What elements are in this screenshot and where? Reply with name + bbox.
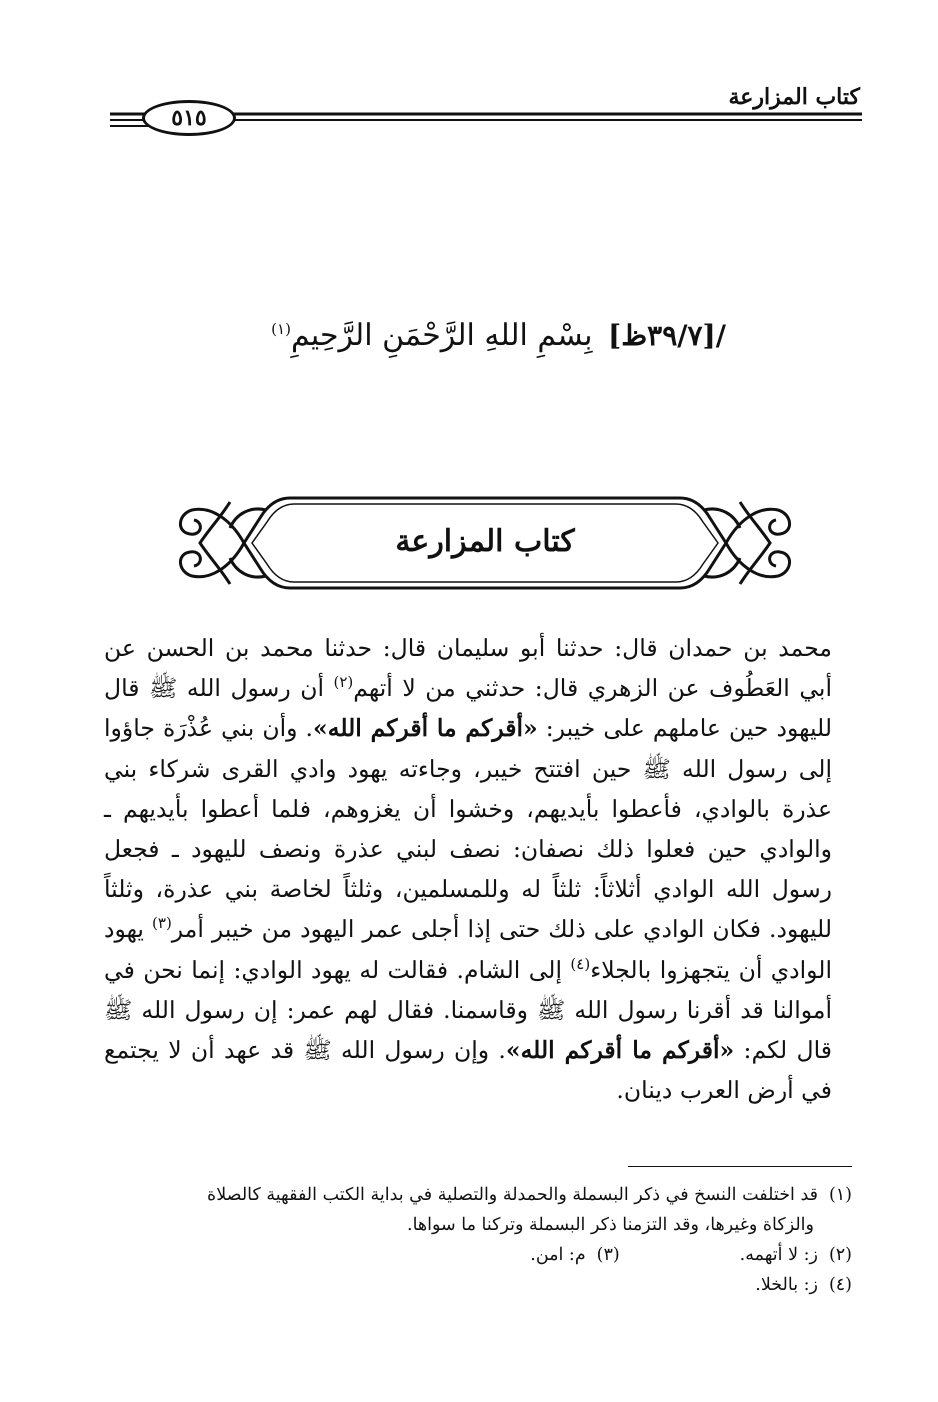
footnote-4	[100, 1270, 852, 1300]
footnote-1-text-line-1: قد اختلفت النسخ في ذكر البسملة والحمدلة والتصلية في بداية الكتب الفقهية كالصلاة	[207, 1185, 818, 1205]
page-number-text: ٥١٥	[171, 105, 207, 131]
footnote-4-number: (٤)	[828, 1275, 852, 1295]
footnote-mark-3: (٣)	[152, 914, 172, 933]
footnote-1-text-line-2: والزكاة وغيرها، وقد التزمنا ذكر البسملة وتركنا ما سواها.	[407, 1215, 814, 1235]
footnote-2-text: ز: لا أتهمه.	[739, 1245, 818, 1265]
page-number	[142, 100, 236, 136]
footnote-2	[740, 1240, 852, 1270]
footnote-1-continuation	[100, 1210, 852, 1240]
hadith-quote-1: «أقركم ما أقركم الله»	[313, 714, 538, 743]
footnote-separator	[628, 1166, 852, 1167]
footnotes-2-3-row	[100, 1240, 852, 1270]
folio-reference: /[٣٩/٧ظ]	[608, 319, 726, 352]
body-text-part-2: أن رسول الله ﷺ قال لليهود حين عاملهم على خيبر:	[104, 674, 832, 743]
footnote-4-text: ز: بالخلا.	[755, 1275, 818, 1295]
chapter-title: كتاب المزارعة	[395, 524, 575, 559]
body-text-part-1: محمد بن حمدان قال: حدثنا أبو سليمان قال: حدثنا محمد بن الحسن عن أبي العَطُوف عن الزهري قال: حدثني من لا أتهم	[104, 634, 832, 703]
footnote-mark-4: (٤)	[570, 954, 591, 973]
basmala: بِسْمِ اللهِ الرَّحْمَنِ الرَّحِيمِ	[290, 318, 593, 353]
footnote-mark-2: (٢)	[333, 673, 354, 692]
body-text-part-3: . وأن بني عُذْرَة جاؤوا إلى رسول الله ﷺ حين افتتح خيبر، وجاءته يهود وادي القرى شركاء بني عذرة بالوادي، فأعطوا بأيديهم، وخشوا أن يغزوهم، فلما أعطوا بأيديهم ـ والوادي حين فعلوا ذلك نصفان: نصف لبني عذرة ونصف لليهود ـ فجعل رسول الله الوادي أثلاثاً: ثلثاً له وللمسلمين، وثلثاً لخاصة بني عذرة، وثلثاً لليهود. فكان الوادي على ذلك حتى إذا أجلى عمر اليهود من خيبر أمر	[104, 714, 832, 944]
footnote-1-number: (١)	[828, 1185, 852, 1205]
footnote-3	[530, 1240, 619, 1270]
main-paragraph	[104, 628, 832, 1110]
footnote-mark-1: (١)	[271, 320, 291, 338]
footnotes	[100, 1180, 852, 1300]
footnote-1	[100, 1180, 852, 1210]
footnote-3-text: م: امن.	[530, 1245, 586, 1265]
running-header-title: كتاب المزارعة	[728, 84, 860, 110]
footnote-2-number: (٢)	[828, 1245, 852, 1265]
body-text-part-4: يهود الوادي أن يتجهزوا بالجلاء	[104, 915, 832, 984]
footnote-3-number: (٣)	[596, 1245, 620, 1265]
basmala-line	[271, 318, 726, 353]
hadith-quote-2: «أقركم ما أقركم الله»	[505, 1036, 735, 1065]
body-text-part-5: إلى الشام. فقالت له يهود الوادي: إنما نحن في أموالنا قد أقرنا رسول الله ﷺ وقاسمنا. فقال لهم عمر: إن رسول الله ﷺ قال لكم:	[104, 955, 832, 1065]
body-text-part-6: . وإن رسول الله ﷺ قد عهد أن لا يجتمع في أرض العرب دينان.	[104, 1036, 832, 1105]
